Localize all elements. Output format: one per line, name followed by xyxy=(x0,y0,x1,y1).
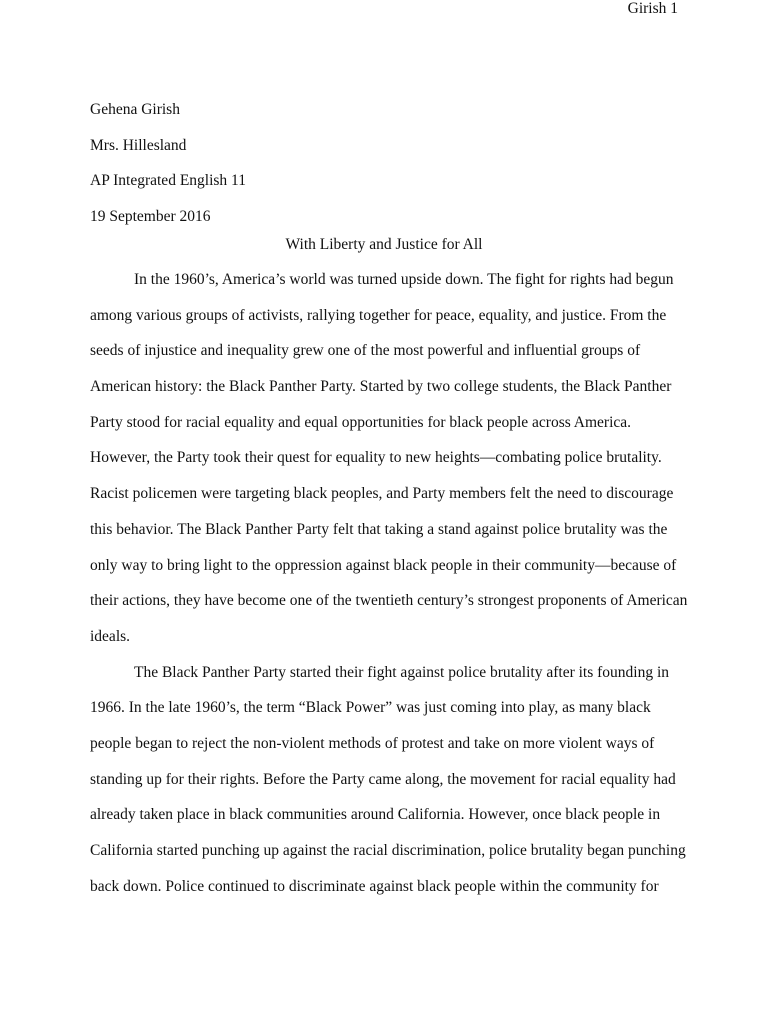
body-line: American history: the Black Panther Party. Started by two college students, the Black Panther xyxy=(90,378,672,396)
body-line: In the 1960’s, America’s world was turned upside down. The fight for rights had begun xyxy=(134,271,674,288)
body-line: Racist policemen were targeting black peoples, and Party members felt the need to discourage xyxy=(90,485,674,503)
body-line: back down. Police continued to discriminate against black people within the community for xyxy=(90,877,659,895)
essay-date: 19 September 2016 xyxy=(90,208,211,226)
body-line: Party stood for racial equality and equal opportunities for black people across America. xyxy=(90,413,632,431)
mla-heading xyxy=(90,92,678,235)
body-line: people began to reject the non-violent methods of protest and take on more violent ways of xyxy=(90,734,655,752)
body-line: already taken place in black communities around California. However, once black people in xyxy=(90,806,661,824)
teacher-name: Mrs. Hillesland xyxy=(90,136,187,154)
essay-title: With Liberty and Justice for All xyxy=(285,236,483,253)
body-line: this behavior. The Black Panther Party felt that taking a stand against police brutality was the xyxy=(90,520,668,538)
body-line: California started punching up against the racial discrimination, police brutality began punching xyxy=(90,842,686,859)
body-line: ideals. xyxy=(90,627,131,645)
body-line: standing up for their rights. Before the Party came along, the movement for racial equality had xyxy=(90,770,676,788)
course-name: AP Integrated English 11 xyxy=(90,172,246,190)
body-line: their actions, they have become one of the twentieth century’s strongest proponents of American xyxy=(90,592,688,610)
body-line: The Black Panther Party started their fight against police brutality after its founding in xyxy=(134,663,670,681)
body-line: among various groups of activists, rallying together for peace, equality, and justice. From the xyxy=(90,306,667,324)
essay-body xyxy=(90,262,688,904)
body-line: only way to bring light to the oppression against black people in their community—because of xyxy=(90,556,677,574)
author-name: Gehena Girish xyxy=(90,101,180,118)
running-header: Girish 1 xyxy=(627,0,678,17)
body-line: However, the Party took their quest for equality to new heights—combating police brutality. xyxy=(90,449,662,467)
body-line: seeds of injustice and inequality grew one of the most powerful and influential groups of xyxy=(90,342,641,360)
body-line: 1966. In the late 1960’s, the term “Black Power” was just coming into play, as many black xyxy=(90,699,651,717)
